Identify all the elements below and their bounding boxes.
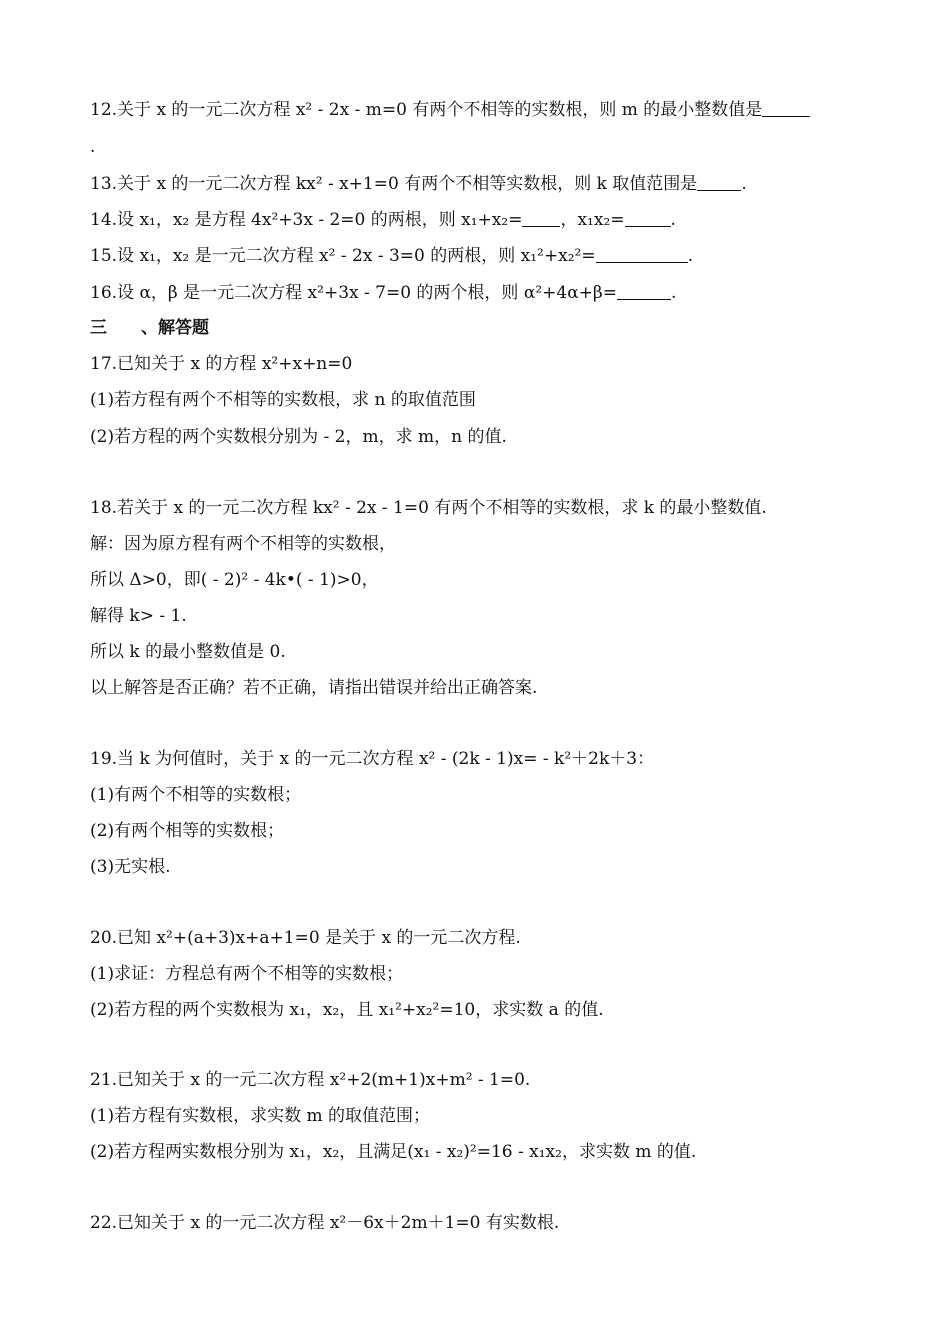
question-15-tail: .	[687, 246, 693, 266]
question-19-part-1: (1)有两个不相等的实数根；	[90, 785, 302, 805]
question-13	[90, 173, 747, 195]
question-18-line-1: 解：因为原方程有两个不相等的实数根，	[90, 534, 396, 554]
question-17-part-1: (1)若方程有两个不相等的实数根，求 n 的取值范围	[90, 390, 476, 410]
answer-blank	[617, 283, 671, 300]
question-13-tail: .	[741, 174, 747, 194]
question-15	[90, 245, 693, 267]
question-17-stem: 17.已知关于 x 的方程 x²+x+n=0	[90, 354, 353, 374]
section-heading: 三 、解答题	[90, 318, 209, 338]
question-21-stem: 21.已知关于 x 的一元二次方程 x²+2(m+1)x+m² - 1=0.	[90, 1070, 531, 1090]
question-14-text-b: ，x₁x₂=	[560, 210, 625, 230]
question-20-part-2: (2)若方程的两个实数根为 x₁，x₂，且 x₁²+x₂²=10，求实数 a 的值.	[90, 1000, 604, 1020]
question-12-text: 12.关于 x 的一元二次方程 x² - 2x - m=0 有两个不相等的实数根，则 m 的最小整数值是	[90, 100, 763, 120]
question-16-text: 16.设 α，β 是一元二次方程 x²+3x - 7=0 的两个根，则 α²+4α+β=	[90, 283, 617, 303]
question-21-part-1: (1)若方程有实数根，求实数 m 的取值范围；	[90, 1106, 431, 1126]
question-19-stem: 19.当 k 为何值时，关于 x 的一元二次方程 x² - (2k - 1)x= - k²＋2k＋3：	[90, 749, 655, 769]
question-14-tail: .	[670, 210, 676, 230]
question-12-tail: .	[90, 137, 96, 157]
question-12	[90, 99, 810, 121]
question-18-line-4: 所以 k 的最小整数值是 0.	[90, 642, 286, 662]
question-15-text: 15.设 x₁，x₂ 是一元二次方程 x² - 2x - 3=0 的两根，则 x₁²+x₂²=	[90, 246, 596, 266]
question-18-line-2: 所以 Δ>0，即( - 2)² - 4k•( - 1)>0，	[90, 570, 379, 590]
question-18-stem: 18.若关于 x 的一元二次方程 kx² - 2x - 1=0 有两个不相等的实数根，求 k 的最小整数值.	[90, 498, 767, 518]
question-19-part-3: (3)无实根.	[90, 857, 171, 877]
question-17-part-2: (2)若方程的两个实数根分别为 - 2，m，求 m，n 的值.	[90, 427, 507, 447]
question-18-line-3: 解得 k> - 1.	[90, 606, 187, 626]
answer-blank	[697, 174, 741, 191]
question-18-line-5: 以上解答是否正确？若不正确，请指出错误并给出正确答案.	[90, 678, 538, 698]
question-22-stem: 22.已知关于 x 的一元二次方程 x²－6x＋2m＋1=0 有实数根.	[90, 1213, 560, 1233]
question-14-text-a: 14.设 x₁，x₂ 是方程 4x²+3x - 2=0 的两根，则 x₁+x₂=	[90, 210, 523, 230]
question-20-part-1: (1)求证：方程总有两个不相等的实数根；	[90, 964, 404, 984]
question-20-stem: 20.已知 x²+(a+3)x+a+1=0 是关于 x 的一元二次方程.	[90, 928, 521, 948]
question-14	[90, 209, 676, 231]
question-13-text: 13.关于 x 的一元二次方程 kx² - x+1=0 有两个不相等实数根，则 k 取值范围是	[90, 174, 698, 194]
question-16	[90, 282, 676, 304]
answer-blank	[596, 246, 688, 263]
question-21-part-2: (2)若方程两实数根分别为 x₁，x₂，且满足(x₁ - x₂)²=16 - x₁x₂，求实数 m 的值.	[90, 1142, 697, 1162]
question-16-tail: .	[671, 283, 677, 303]
answer-blank	[625, 210, 671, 227]
question-19-part-2: (2)有两个相等的实数根；	[90, 821, 285, 841]
answer-blank	[762, 100, 810, 117]
answer-blank	[522, 210, 560, 227]
